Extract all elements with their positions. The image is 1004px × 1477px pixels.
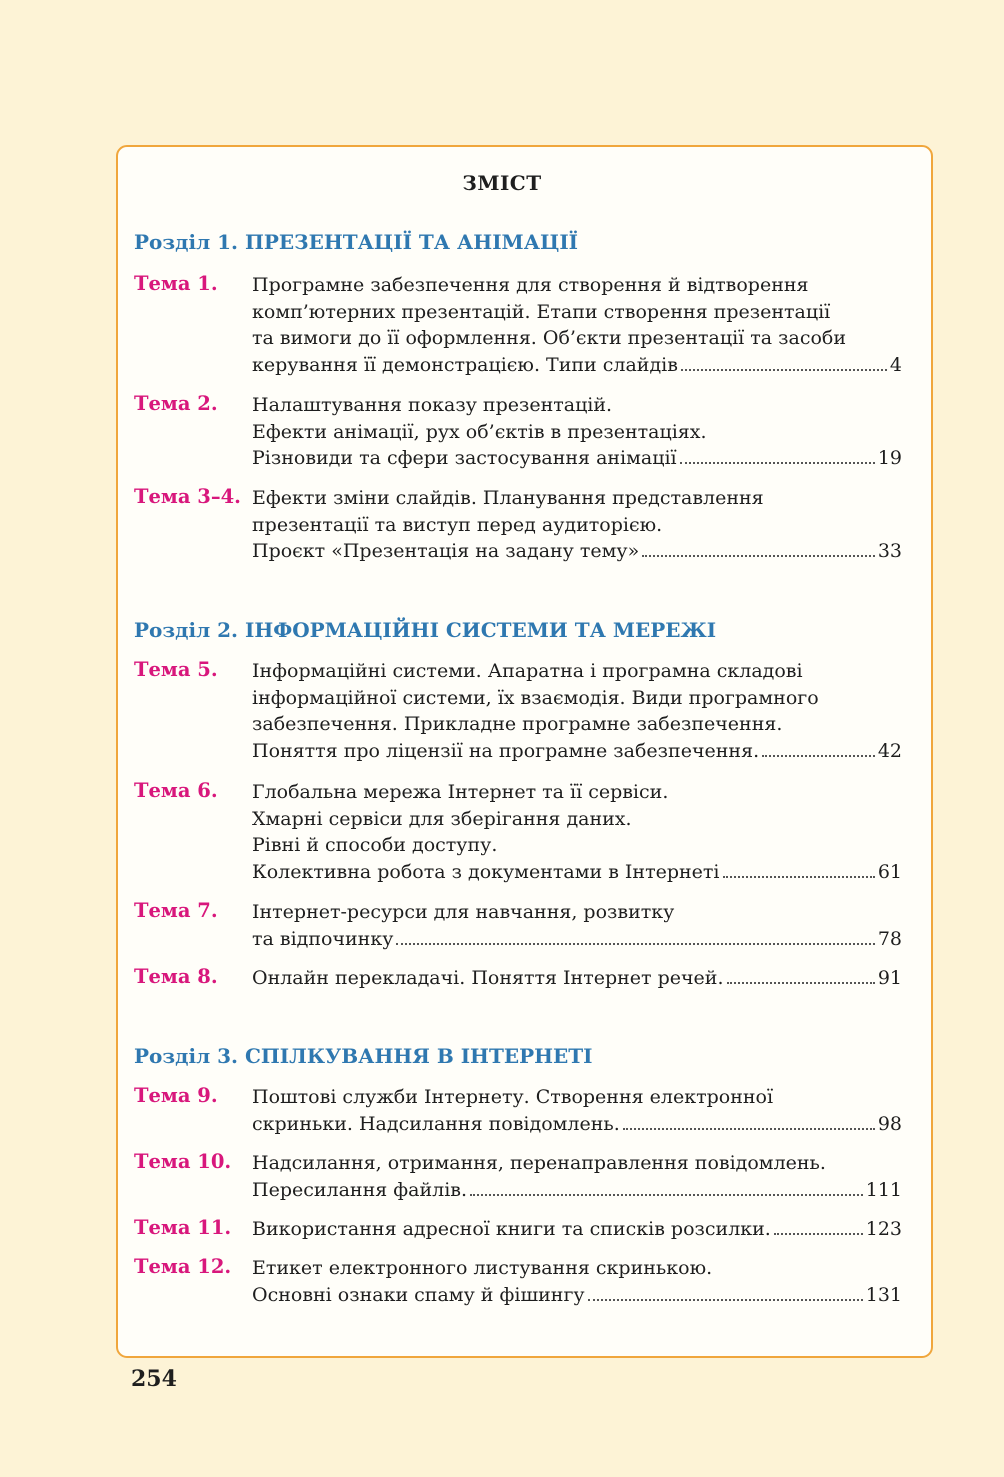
dot-leader xyxy=(396,943,874,945)
toc-entry-topic-3-4[interactable] xyxy=(134,485,902,565)
dot-leader xyxy=(642,555,875,557)
section-heading-2: Розділ 2. ІНФОРМАЦІЙНІ СИСТЕМИ ТА МЕРЕЖІ xyxy=(134,618,717,642)
page-ref: 4 xyxy=(889,353,902,376)
page-ref: 111 xyxy=(865,1178,902,1201)
topic-text-line: скриньки. Надсилання повідомлень. xyxy=(252,1112,620,1135)
dot-leader xyxy=(680,462,875,464)
page-ref: 91 xyxy=(877,967,902,989)
toc-entry-topic-6[interactable] xyxy=(134,779,902,885)
page-ref: 42 xyxy=(877,739,902,762)
page-ref: 123 xyxy=(865,1218,902,1240)
topic-text-line: інформаційної системи, їх взаємодія. Види програмного xyxy=(252,686,819,709)
topic-text-line: Рівні й способи доступу. xyxy=(252,834,498,856)
dot-leader xyxy=(470,1194,863,1196)
topic-text-line: Хмарні сервіси для зберігання даних. xyxy=(252,807,632,830)
topic-text-line: Використання адресної книги та списків розсилки. xyxy=(252,1218,771,1240)
topic-text-line: Налаштування показу презентацій. xyxy=(252,394,613,416)
topic-text-line: Онлайн перекладачі. Поняття Інтернет речей. xyxy=(252,967,724,989)
topic-text-line: комп’ютерних презентацій. Етапи створення презентації xyxy=(252,300,831,323)
topic-text-line: Проєкт «Презентація на задану тему» xyxy=(252,540,640,562)
topic-label: Тема 8. xyxy=(134,965,218,988)
topic-text-line: Інтернет-ресурси для навчання, розвитку xyxy=(252,901,675,923)
topic-label: Тема 6. xyxy=(134,779,218,802)
topic-text-line: Поняття про ліцензії на програмне забезпечення. xyxy=(252,739,760,762)
topic-text-line: керування її демонстрацією. Типи слайдів xyxy=(252,353,678,376)
toc-entry-topic-11[interactable] xyxy=(134,1216,902,1243)
topic-label: Тема 11. xyxy=(134,1216,232,1239)
toc-entry-topic-12[interactable] xyxy=(134,1255,902,1308)
topic-text-line: Етикет електронного листування скринькою. xyxy=(252,1257,713,1279)
topic-text-line: Ефекти зміни слайдів. Планування представлення xyxy=(252,487,764,509)
topic-label: Тема 3–4. xyxy=(134,485,241,508)
topic-text-line: Глобальна мережа Інтернет та її сервіси. xyxy=(252,781,669,803)
topic-text-line: Пересилання файлів. xyxy=(252,1178,468,1201)
topic-text-line: Надсилання, отримання, перенаправлення повідомлень. xyxy=(252,1152,826,1174)
page-ref: 98 xyxy=(877,1112,902,1135)
section-heading-3: Розділ 3. СПІЛКУВАННЯ В ІНТЕРНЕТІ xyxy=(134,1044,593,1068)
topic-label: Тема 12. xyxy=(134,1255,232,1278)
section-heading-1: Розділ 1. ПРЕЗЕНТАЦІЇ ТА АНІМАЦІЇ xyxy=(134,230,579,254)
topic-text-line: Інформаційні системи. Апаратна і програмна складові xyxy=(252,660,803,682)
dot-leader xyxy=(588,1299,863,1301)
topic-label: Тема 7. xyxy=(134,899,218,922)
topic-label: Тема 5. xyxy=(134,658,218,681)
topic-text-line: Колективна робота з документами в Інтернеті xyxy=(252,860,720,883)
topic-text-line: Ефекти анімації, рух об’єктів в презентаціях. xyxy=(252,420,707,443)
contents-title: ЗМІСТ xyxy=(462,171,542,195)
topic-text-line: Різновиди та сфери застосування анімації xyxy=(252,447,677,469)
toc-entry-topic-9[interactable] xyxy=(134,1084,902,1137)
dot-leader xyxy=(762,755,875,757)
topic-label: Тема 10. xyxy=(134,1150,232,1173)
dot-leader xyxy=(681,369,887,371)
page-ref: 78 xyxy=(877,927,902,950)
page-ref: 131 xyxy=(865,1283,902,1306)
dot-leader xyxy=(774,1233,863,1235)
page-ref: 19 xyxy=(877,447,902,469)
page-number: 254 xyxy=(131,1366,177,1392)
topic-text-line: Основні ознаки спаму й фішингу xyxy=(252,1283,585,1306)
topic-text-line: Програмне забезпечення для створення й відтворення xyxy=(252,274,809,296)
topic-label: Тема 9. xyxy=(134,1084,218,1107)
toc-entry-topic-8[interactable] xyxy=(134,965,902,992)
dot-leader xyxy=(727,982,875,984)
toc-entry-topic-1[interactable] xyxy=(134,272,902,378)
toc-entry-topic-7[interactable] xyxy=(134,899,902,952)
page-ref: 33 xyxy=(877,540,902,562)
topic-text-line: та вимоги до її оформлення. Об’єкти презентації та засоби xyxy=(252,327,847,349)
dot-leader xyxy=(623,1128,875,1130)
toc-entry-topic-10[interactable] xyxy=(134,1150,902,1203)
toc-entry-topic-5[interactable] xyxy=(134,658,902,764)
topic-label: Тема 1. xyxy=(134,272,218,295)
toc-entry-topic-2[interactable] xyxy=(134,392,902,472)
topic-label: Тема 2. xyxy=(134,392,218,415)
topic-text-line: презентації та виступ перед аудиторією. xyxy=(252,513,663,536)
topic-text-line: та відпочинку xyxy=(252,927,394,950)
topic-text-line: Поштові служби Інтернету. Створення електронної xyxy=(252,1086,774,1108)
dot-leader xyxy=(723,876,875,878)
page-ref: 61 xyxy=(877,860,902,883)
topic-text-line: забезпечення. Прикладне програмне забезпечення. xyxy=(252,713,783,735)
